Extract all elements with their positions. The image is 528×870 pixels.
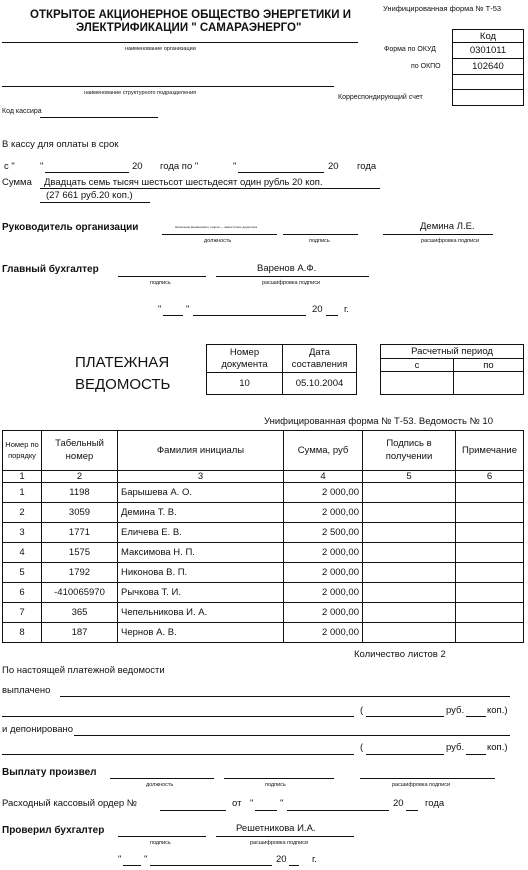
- order-year-line: [406, 810, 418, 811]
- from-label: с ": [4, 161, 15, 172]
- order-year-word: года: [425, 798, 445, 809]
- order-year: 20: [393, 798, 404, 809]
- final-g: г.: [312, 854, 317, 865]
- row-number: 4: [3, 543, 42, 563]
- checked-decode-caption: расшифровка подписи: [250, 840, 309, 846]
- date-month-line: [193, 315, 306, 316]
- statement-title-line2: ВЕДОМОСТЬ: [75, 376, 171, 393]
- row-note: [456, 543, 524, 563]
- head-signature-caption: подпись: [309, 238, 330, 244]
- sum-numeric: (27 661 руб.20 коп.): [46, 190, 133, 201]
- empty-code-cell: [453, 75, 524, 90]
- okpo-value: 102640: [453, 59, 524, 75]
- period-from-label: с: [381, 359, 454, 372]
- deposited-kop-line: [466, 754, 486, 755]
- table-row: [3, 503, 524, 523]
- paid-label: выплачено: [2, 685, 51, 696]
- head-name: Демина Л.Е.: [420, 221, 475, 232]
- deposited-words-line: [74, 735, 510, 736]
- order-label: Расходный кассовый ордер №: [2, 798, 137, 809]
- deposited-kop: коп.): [487, 742, 508, 753]
- row-signature: [363, 603, 456, 623]
- table-row: [3, 583, 524, 603]
- doc-number: 10: [207, 373, 283, 395]
- quote-1: ": [40, 161, 44, 172]
- order-quote-1: ": [250, 798, 254, 809]
- corr-account-label: Корреспондирующий счет: [338, 94, 423, 101]
- payout-decode-line: [360, 778, 495, 779]
- chief-decode-caption: расшифровка подписи: [262, 280, 321, 286]
- paid-words-line-2: [2, 716, 354, 717]
- org-name-line2: ЭЛЕКТРИФИКАЦИИ " САМАРАЭНЕРГО": [76, 22, 302, 34]
- sum-label: Сумма: [2, 177, 32, 188]
- row-note: [456, 583, 524, 603]
- row-tab-number: 1575: [42, 543, 118, 563]
- row-sum: 2 000,00: [284, 503, 363, 523]
- payroll-table: [2, 430, 524, 643]
- row-signature: [363, 523, 456, 543]
- row-note: [456, 523, 524, 543]
- sum-words-line: [40, 188, 380, 189]
- doc-info-table: [206, 344, 357, 395]
- row-tab-number: 365: [42, 603, 118, 623]
- row-note: [456, 603, 524, 623]
- deposited-rub: руб.: [446, 742, 465, 753]
- okpo-label: по ОКПО: [411, 63, 441, 70]
- cashier-code-label: Код кассира: [2, 108, 42, 115]
- row-name: Чернов А. В.: [118, 623, 284, 643]
- row-signature: [363, 543, 456, 563]
- row-tab-number: 3059: [42, 503, 118, 523]
- paid-rub-line: [366, 716, 444, 717]
- deposited-rub-line: [366, 754, 444, 755]
- row-number: 8: [3, 623, 42, 643]
- period-header: Расчетный период: [381, 345, 524, 359]
- payout-label: Выплату произвел: [2, 767, 97, 778]
- unified-form-label: Унифицированная форма № Т-53: [383, 4, 502, 13]
- row-name: Чепельникова И. А.: [118, 603, 284, 623]
- paid-paren-open: (: [360, 705, 364, 716]
- okud-value: 0301011: [453, 43, 524, 59]
- row-sum: 2 000,00: [284, 543, 363, 563]
- col-number-4: 4: [284, 471, 363, 483]
- row-note: [456, 483, 524, 503]
- doc-date: 05.10.2004: [283, 373, 357, 395]
- row-number: 5: [3, 563, 42, 583]
- head-label: Руководитель организации: [2, 222, 139, 233]
- okud-label: Форма по ОКУД: [384, 46, 436, 53]
- row-tab-number: 187: [42, 623, 118, 643]
- table-row: [3, 543, 524, 563]
- period-to-label: по: [454, 359, 524, 372]
- row-sum: 2 000,00: [284, 623, 363, 643]
- row-sum: 2 500,00: [284, 523, 363, 543]
- order-month-line: [287, 810, 389, 811]
- final-quote-2: ": [144, 854, 148, 865]
- cashier-code-line: [40, 117, 158, 118]
- head-position: Начальник финансового отдела — заместитель директора: [175, 225, 257, 229]
- row-signature: [363, 483, 456, 503]
- final-year: 20: [276, 854, 287, 865]
- chief-accountant-label: Главный бухгалтер: [2, 264, 99, 275]
- row-note: [456, 503, 524, 523]
- row-tab-number: -410065970: [42, 583, 118, 603]
- payout-decode-caption: расшифровка подписи: [392, 782, 451, 788]
- row-note: [456, 563, 524, 583]
- final-year-line: [289, 865, 299, 866]
- payout-position-caption: должность: [146, 782, 174, 788]
- date-quote-2: ": [186, 304, 190, 315]
- col-number-2: 2: [42, 471, 118, 483]
- col-number-3: 3: [118, 471, 284, 483]
- row-sum: 2 000,00: [284, 563, 363, 583]
- table-row: [3, 523, 524, 543]
- row-name: Максимова Н. П.: [118, 543, 284, 563]
- sheets-count: Количество листов 2: [354, 649, 446, 660]
- row-name: Никонова В. П.: [118, 563, 284, 583]
- checked-label: Проверил бухгалтер: [2, 825, 105, 836]
- head-decode-line: [383, 234, 493, 235]
- to-label: года по ": [160, 161, 199, 172]
- row-signature: [363, 623, 456, 643]
- row-number: 3: [3, 523, 42, 543]
- paid-words-line: [60, 696, 510, 697]
- date-day-line: [163, 315, 183, 316]
- col-header-sum: Сумма, руб: [284, 431, 363, 471]
- row-number: 7: [3, 603, 42, 623]
- row-note: [456, 623, 524, 643]
- paid-kop: коп.): [487, 705, 508, 716]
- per-statement-label: По настоящей платежной ведомости: [2, 665, 165, 676]
- head-decode-caption: расшифровка подписи: [421, 238, 480, 244]
- row-tab-number: 1771: [42, 523, 118, 543]
- final-day-line: [123, 865, 141, 866]
- checked-name: Решетникова И.А.: [236, 823, 316, 834]
- order-number-line: [160, 810, 226, 811]
- row-name: Демина Т. В.: [118, 503, 284, 523]
- final-month-line: [150, 865, 272, 866]
- year-word: года: [357, 161, 377, 172]
- term-to-line: [238, 172, 324, 173]
- period-table: [380, 344, 524, 395]
- col-number-5: 5: [363, 471, 456, 483]
- col-header-name: Фамилия инициалы: [118, 431, 284, 471]
- row-signature: [363, 563, 456, 583]
- year-1: 20: [132, 161, 143, 172]
- chief-decode-line: [216, 276, 369, 277]
- org-name-line1: ОТКРЫТОЕ АКЦИОНЕРНОЕ ОБЩЕСТВО ЭНЕРГЕТИКИ И: [30, 9, 352, 21]
- checked-signature-caption: подпись: [150, 840, 171, 846]
- col-header-note: Примечание: [456, 431, 524, 471]
- statement-title-line1: ПЛАТЕЖНАЯ: [75, 354, 170, 371]
- period-from-value: [381, 372, 454, 395]
- org-name-line: [2, 42, 358, 43]
- checked-decode-line: [216, 836, 354, 837]
- date-g: г.: [344, 304, 349, 315]
- doc-number-header: Номер документа: [207, 345, 283, 373]
- head-signature-line: [283, 234, 358, 235]
- division-line: [2, 86, 334, 87]
- col-number-1: 1: [3, 471, 42, 483]
- paid-rub: руб.: [446, 705, 465, 716]
- table-row: [3, 603, 524, 623]
- chief-signature-line: [118, 276, 206, 277]
- doc-date-header: Дата составления: [283, 345, 357, 373]
- row-tab-number: 1198: [42, 483, 118, 503]
- form-reference: Унифицированная форма № Т-53. Ведомость № 10: [264, 416, 494, 427]
- deposited-paren-open: (: [360, 742, 364, 753]
- payout-signature-caption: подпись: [265, 782, 286, 788]
- corr-account-value: [453, 90, 524, 106]
- row-number: 6: [3, 583, 42, 603]
- row-sum: 2 000,00: [284, 603, 363, 623]
- year-2: 20: [328, 161, 339, 172]
- table-row: [3, 563, 524, 583]
- col-header-number: Номер по порядку: [3, 431, 42, 471]
- order-day-line: [255, 810, 277, 811]
- row-sum: 2 000,00: [284, 583, 363, 603]
- head-position-caption: должность: [204, 238, 232, 244]
- row-name: Еличева Е. В.: [118, 523, 284, 543]
- date-year-line: [326, 315, 338, 316]
- checked-signature-line: [118, 836, 206, 837]
- payout-position-line: [110, 778, 214, 779]
- order-from: от: [232, 798, 242, 809]
- chief-accountant-name: Варенов А.Ф.: [257, 263, 317, 274]
- deposited-words-line-2: [2, 754, 354, 755]
- period-to-value: [454, 372, 524, 395]
- row-signature: [363, 503, 456, 523]
- row-name: Барышева А. О.: [118, 483, 284, 503]
- table-row: [3, 483, 524, 503]
- date-year: 20: [312, 304, 323, 315]
- col-header-tab-number: Табельный номер: [42, 431, 118, 471]
- sum-words: Двадцать семь тысяч шестьсот шестьдесят один рубль 20 коп.: [44, 177, 323, 188]
- org-caption: наименование организации: [125, 46, 196, 52]
- payout-signature-line: [224, 778, 334, 779]
- row-tab-number: 1792: [42, 563, 118, 583]
- col-header-signature: Подпись в получении: [363, 431, 456, 471]
- to-cash-label: В кассу для оплаты в срок: [2, 139, 119, 150]
- code-table: [452, 29, 524, 106]
- row-name: Рычкова Т. И.: [118, 583, 284, 603]
- term-from-line: [45, 172, 129, 173]
- sum-numeric-line: [40, 202, 150, 203]
- date-quote-1: ": [158, 304, 162, 315]
- final-quote-1: ": [118, 854, 122, 865]
- row-number: 1: [3, 483, 42, 503]
- division-caption: наименование структурного подразделения: [84, 90, 197, 96]
- row-number: 2: [3, 503, 42, 523]
- order-quote-2: ": [280, 798, 284, 809]
- quote-2: ": [233, 161, 237, 172]
- paid-kop-line: [466, 716, 486, 717]
- head-position-line: [162, 234, 277, 235]
- chief-signature-caption: подпись: [150, 280, 171, 286]
- code-header: Код: [453, 30, 524, 43]
- row-sum: 2 000,00: [284, 483, 363, 503]
- table-row: [3, 623, 524, 643]
- deposited-label: и депонировано: [2, 724, 74, 735]
- col-number-6: 6: [456, 471, 524, 483]
- row-signature: [363, 583, 456, 603]
